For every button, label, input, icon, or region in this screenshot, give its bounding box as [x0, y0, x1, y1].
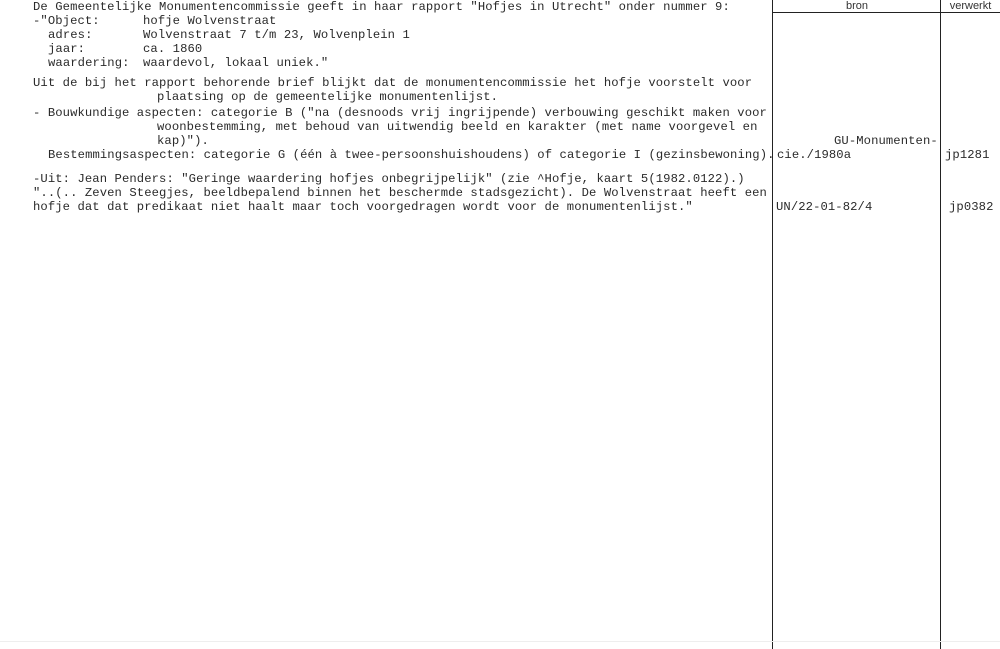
text-line: hofje Wolvenstraat [143, 14, 277, 28]
text-line: jaar: [48, 42, 86, 56]
text-line: hofje dat dat predikaat niet haalt maar toch voorgedragen wordt voor de monumentenlijst." [33, 200, 693, 214]
text-line: adres: [48, 28, 93, 42]
text-line: -"Object: [33, 14, 100, 28]
bron-column-divider [772, 0, 773, 649]
verwerkt-column-header: verwerkt [949, 0, 992, 12]
text-line: Bestemmingsaspecten: categorie G (één à twee-persoonshuishoudens) of categorie I (gezinsbewoning). [48, 148, 775, 162]
text-line: "..(.. Zeven Steegjes, beeldbepalend binnen het beschermde stadsgezicht). De Wolvenstraat heeft een [33, 186, 767, 200]
text-line: ca. 1860 [143, 42, 203, 56]
text-line: waardevol, lokaal uniek." [143, 56, 329, 70]
text-line: waardering: [48, 56, 130, 70]
text-line: - Bouwkundige aspecten: categorie B ("na (desnoods vrij ingrijpende) verbouwing geschikt maken voor [33, 106, 767, 120]
text-line: Wolvenstraat 7 t/m 23, Wolvenplein 1 [143, 28, 410, 42]
verwerkt-column-divider [940, 0, 941, 649]
header-underline [772, 12, 1000, 13]
bron-entry-1-line-1: GU-Monumenten- [834, 134, 938, 148]
text-line: woonbestemming, met behoud van uitwendig beeld en karakter (met name voorgevel en [157, 120, 758, 134]
text-line: plaatsing op de gemeentelijke monumentenlijst. [157, 90, 499, 104]
bottom-edge [0, 641, 1000, 642]
bron-entry-2: UN/22-01-82/4 [776, 200, 873, 214]
bron-column-header: bron [845, 0, 869, 12]
text-line: Uit de bij het rapport behorende brief blijkt dat de monumentencommissie het hofje voorstelt voor [33, 76, 753, 90]
verwerkt-entry-2: jp0382 [949, 200, 994, 214]
text-line: De Gemeentelijke Monumentencommissie geeft in haar rapport "Hofjes in Utrecht" onder nummer 9: [33, 0, 730, 14]
text-line: kap)"). [157, 134, 209, 148]
verwerkt-entry-1: jp1281 [945, 148, 990, 162]
bron-entry-1-line-2: cie./1980a [777, 148, 852, 162]
text-line: -Uit: Jean Penders: "Geringe waardering hofjes onbegrijpelijk" (zie ^Hofje, kaart 5(1982.0122).) [33, 172, 745, 186]
